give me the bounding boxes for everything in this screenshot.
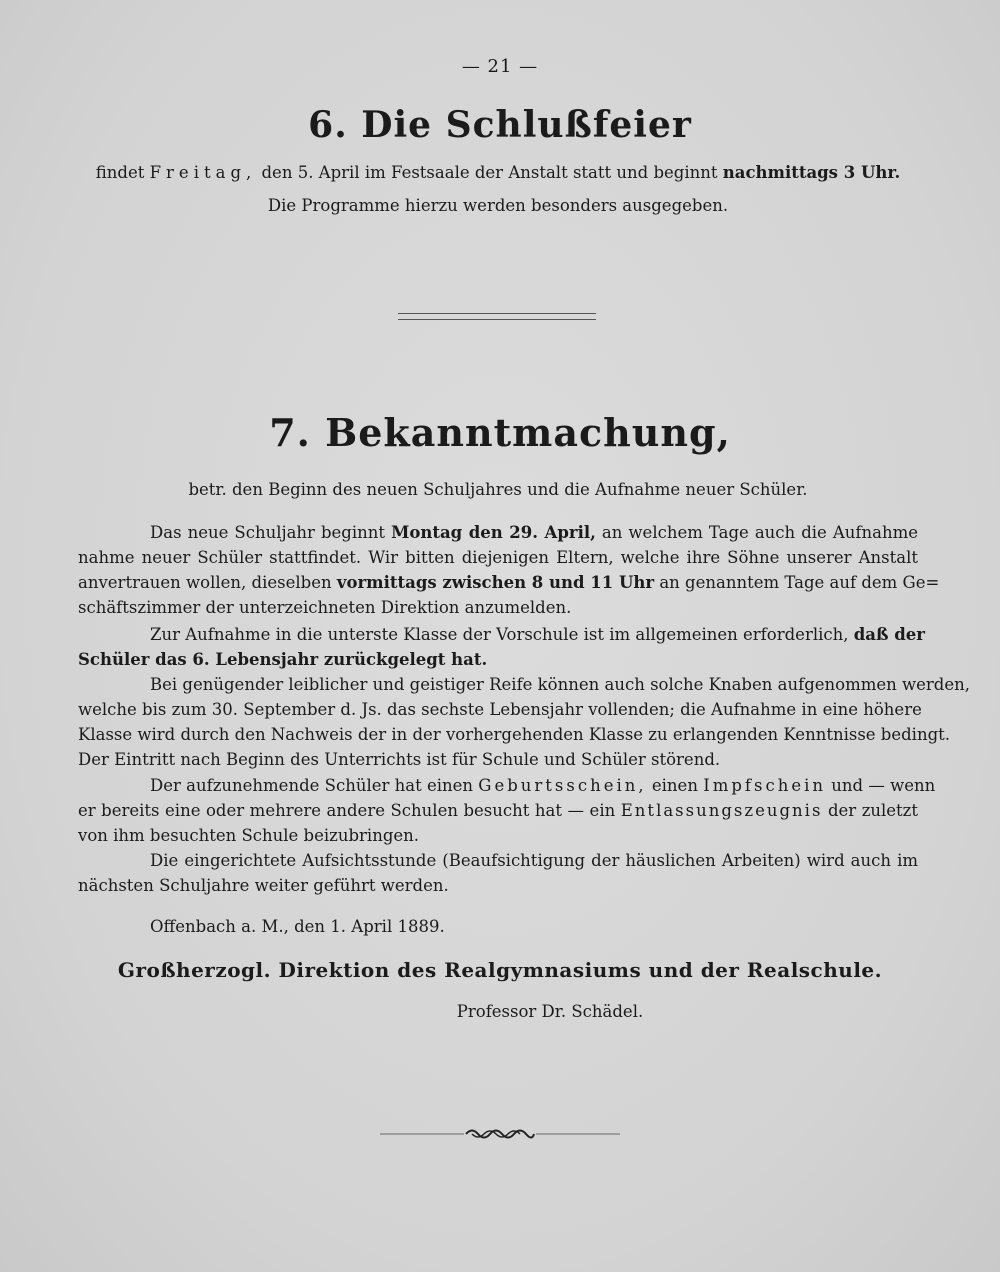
text-span: anvertrauen wollen, dieselben bbox=[78, 573, 332, 592]
paragraph-1-line-4: schäftszimmer der unterzeichneten Direktion anzumelden. bbox=[78, 598, 572, 617]
section-7-heading: 7. Bekanntmachung, bbox=[269, 410, 731, 455]
text-span: an welchem Tage auch die Aufnahme bbox=[601, 523, 919, 542]
signature-organization: Großherzogl. Direktion des Realgymnasiums und der Realschule. bbox=[117, 958, 883, 982]
paragraph-4-line-1 bbox=[150, 773, 936, 798]
paragraph-3-line-2: welche bis zum 30. September d. Js. das sechste Lebensjahr vollenden; die Aufnahme in eine höhere bbox=[78, 700, 922, 719]
text-span: Der aufzunehmende Schüler hat einen bbox=[150, 776, 474, 795]
text-span-spaced: Freitag, bbox=[149, 163, 257, 182]
paragraph-1-line-2: nahme neuer Schüler stattfindet. Wir bitten diejenigen Eltern, welche ihre Söhne unserer Anstalt bbox=[78, 548, 918, 567]
text-span-bold: nachmittags 3 Uhr. bbox=[722, 163, 901, 182]
text-span-spaced: Impfschein bbox=[703, 776, 827, 795]
paragraph-5-line-1: Die eingerichtete Aufsichtsstunde (Beaufsichtigung der häuslichen Arbeiten) wird auch im bbox=[150, 851, 918, 870]
text-span-bold: daß der bbox=[853, 625, 925, 644]
text-span-bold: vormittags zwischen 8 und 11 Uhr bbox=[336, 573, 655, 592]
section-6-line-1 bbox=[78, 160, 918, 185]
paragraph-2-line-1 bbox=[150, 622, 925, 647]
paragraph-4-line-2 bbox=[78, 798, 918, 823]
double-rule-divider bbox=[398, 313, 596, 320]
section-6-heading: 6. Die Schlußfeier bbox=[308, 104, 692, 146]
text-span: Das neue Schuljahr beginnt bbox=[150, 523, 386, 542]
text-span: an genanntem Tage auf dem Ge= bbox=[659, 573, 940, 592]
paragraph-3-line-3: Klasse wird durch den Nachweis der in der vorhergehenden Klasse zu erlangenden Kenntnisse bedingt. bbox=[78, 725, 951, 744]
paragraph-5-line-2: nächsten Schuljahre weiter geführt werden. bbox=[78, 876, 449, 895]
paragraph-1-line-3 bbox=[78, 570, 940, 595]
paragraph-4-line-3: von ihm besuchten Schule beizubringen. bbox=[78, 826, 420, 845]
text-span: der zuletzt bbox=[827, 801, 919, 820]
paragraph-3-line-4: Der Eintritt nach Beginn des Unterrichts ist für Schule und Schüler störend. bbox=[78, 750, 721, 769]
text-span: einen bbox=[651, 776, 698, 795]
section-7-subtitle: betr. den Beginn des neuen Schuljahres und die Aufnahme neuer Schüler. bbox=[188, 480, 808, 499]
text-span: findet bbox=[95, 163, 145, 182]
text-span: er bereits eine oder mehrere andere Schulen besucht hat — ein bbox=[78, 801, 616, 820]
section-6-line-2: Die Programme hierzu werden besonders ausgegeben. bbox=[267, 196, 729, 215]
ornament-divider-icon bbox=[380, 1124, 620, 1144]
dateline: Offenbach a. M., den 1. April 1889. bbox=[150, 917, 445, 936]
signature-name: Professor Dr. Schädel. bbox=[456, 1002, 644, 1021]
paragraph-1-line-1 bbox=[150, 520, 918, 545]
paragraph-3-line-1: Bei genügender leiblicher und geistiger Reife können auch solche Knaben aufgenommen werden, bbox=[150, 675, 970, 694]
text-span-spaced: Entlassungszeugnis bbox=[620, 801, 823, 820]
text-span: und — wenn bbox=[831, 776, 936, 795]
text-span-spaced: Geburtsschein, bbox=[478, 776, 647, 795]
page-number: — 21 — bbox=[461, 56, 539, 77]
paragraph-2-line-2: Schüler das 6. Lebensjahr zurückgelegt hat. bbox=[78, 650, 488, 669]
text-span: den 5. April im Festsaale der Anstalt statt und beginnt bbox=[261, 163, 718, 182]
text-span-bold: Montag den 29. April, bbox=[391, 523, 596, 542]
text-span: Zur Aufnahme in die unterste Klasse der Vorschule ist im allgemeinen erforderlich, bbox=[150, 625, 849, 644]
